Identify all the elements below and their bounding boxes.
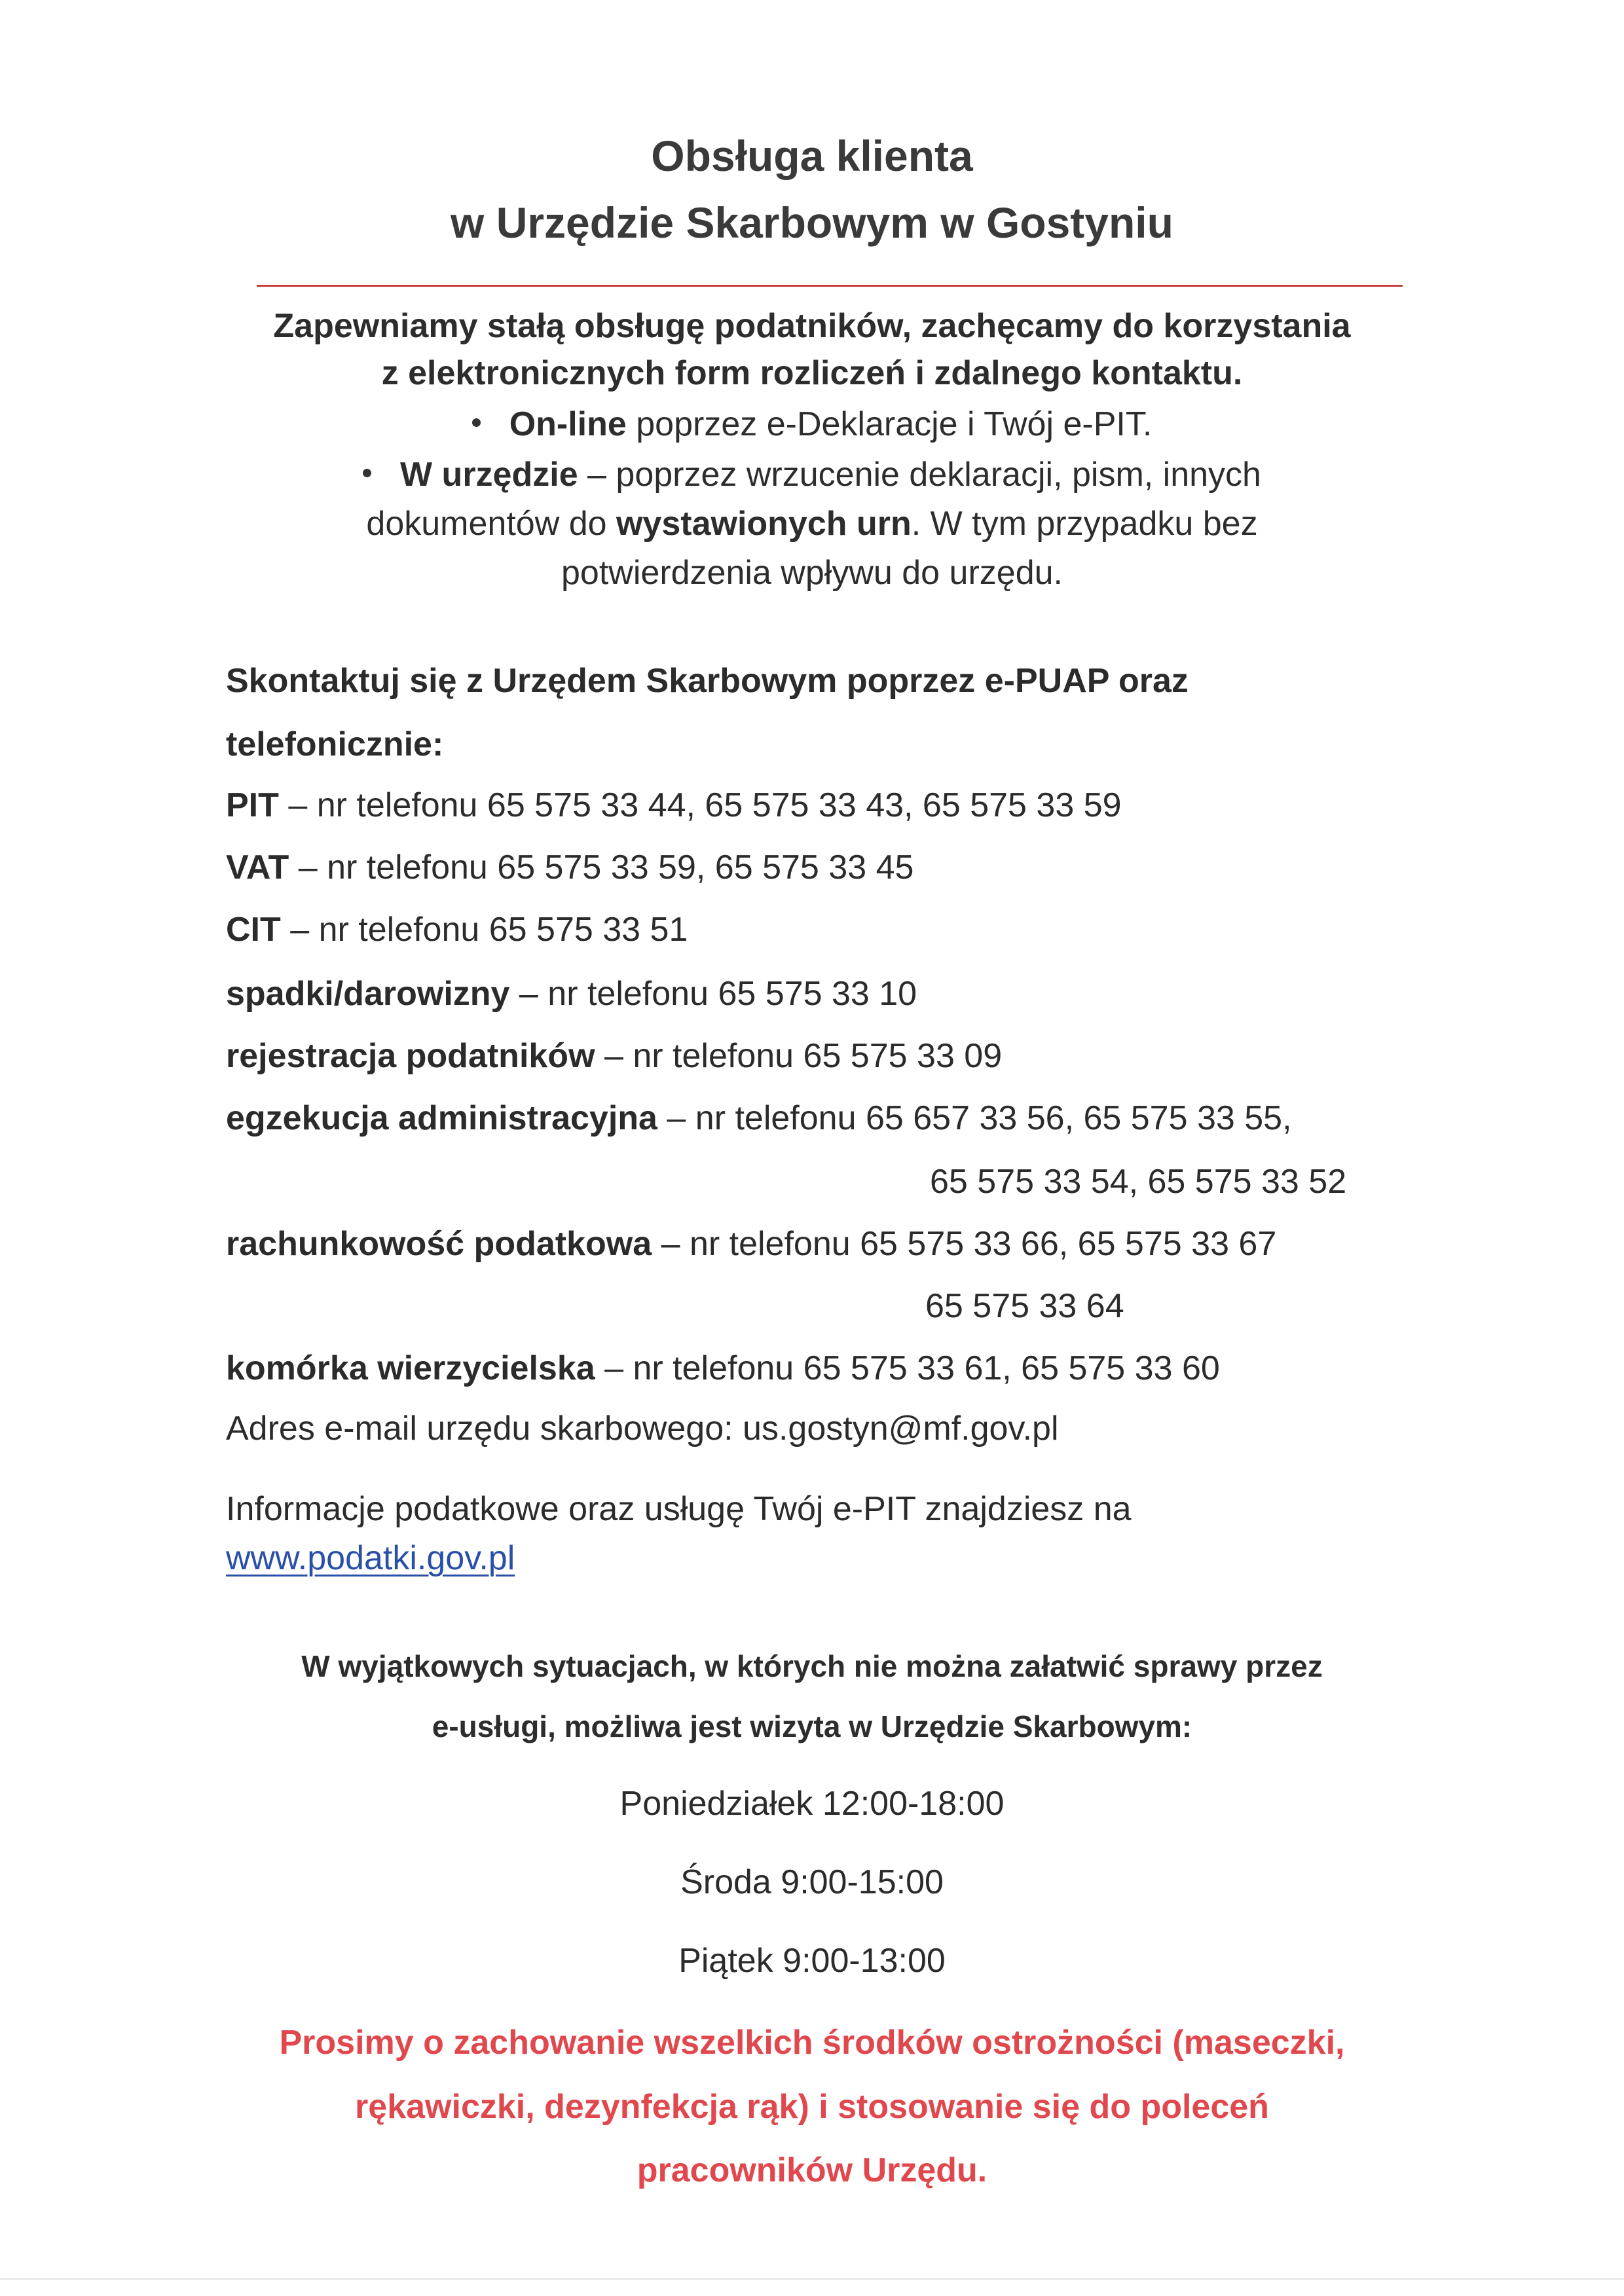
bullet-online: [0, 405, 1624, 444]
phone-row-numbers: – nr telefonu 65 575 33 44, 65 575 33 43, 65 575 33 59: [278, 786, 1122, 824]
scan-edge-line: [0, 2278, 1624, 2280]
visit-line2: e-usługi, możliwa jest wizyta w Urzędzie Skarbowym:: [432, 1709, 1192, 1743]
bullet-icon: [472, 418, 481, 427]
phone-row-rachunkowosc: [226, 1224, 1276, 1264]
bullet-icon: [363, 469, 371, 477]
bullet-office: [0, 455, 1624, 494]
bullet-office-line2-post: . W tym przypadku bez: [911, 505, 1258, 543]
title-divider: [257, 285, 1403, 287]
phone-row-label: egzekucja administracyjna: [226, 1099, 657, 1137]
phone-row-numbers: – nr telefonu 65 575 33 10: [509, 975, 917, 1013]
phone-row-label: komórka wierzycielska: [226, 1349, 595, 1387]
bullet-office-line2: [0, 504, 1624, 543]
bullet-office-urns: wystawionych urn: [616, 505, 912, 543]
phone-row-egzekucja-cont: 65 575 33 54, 65 575 33 52: [930, 1163, 1347, 1201]
phone-row-cit: [226, 910, 688, 949]
bullet-office-label: W urzędzie: [400, 456, 578, 494]
phone-row-numbers: – nr telefonu 65 575 33 51: [280, 911, 688, 949]
visit-line1: W wyjątkowych sytuacjach, w których nie można załatwić sprawy przez: [301, 1649, 1323, 1683]
bullet-online-label: On-line: [509, 405, 627, 443]
bullet-office-line3: potwierdzenia wpływu do urzędu.: [561, 554, 1063, 592]
phone-row-vat: [226, 848, 913, 887]
phone-row-label: rachunkowość podatkowa: [226, 1225, 652, 1263]
podatki-link[interactable]: www.podatki.gov.pl: [226, 1539, 515, 1577]
phone-row-egzekucja: [226, 1099, 1292, 1138]
phone-row-numbers: – nr telefonu 65 575 33 09: [595, 1037, 1003, 1075]
hours-monday: Poniedziałek 12:00-18:00: [619, 1785, 1005, 1823]
warning-line3: pracowników Urzędu.: [637, 2151, 987, 2189]
phone-row-numbers: – nr telefonu 65 657 33 56, 65 575 33 55,: [657, 1099, 1292, 1137]
bullet-online-text: poprzez e-Deklaracje i Twój e-PIT.: [626, 405, 1153, 443]
phone-row-rejestracja: [226, 1036, 1002, 1076]
bullet-office-text: – poprzez wrzucenie deklaracji, pism, innych: [578, 456, 1261, 494]
intro-line1: Zapewniamy stałą obsługę podatników, zachęcamy do korzystania: [273, 307, 1351, 345]
phone-row-label: PIT: [226, 786, 279, 824]
phone-row-label: spadki/darowizny: [226, 975, 510, 1013]
phone-row-numbers: – nr telefonu 65 575 33 61, 65 575 33 60: [595, 1349, 1220, 1387]
info-line: Informacje podatkowe oraz usługę Twój e-PIT znajdziesz na: [226, 1490, 1132, 1528]
bullet-office-line2-pre: dokumentów do: [366, 505, 616, 543]
hours-friday: Piątek 9:00-13:00: [678, 1942, 946, 1980]
intro-line2: z elektronicznych form rozliczeń i zdalnego kontaktu.: [381, 354, 1243, 392]
phone-row-label: CIT: [226, 911, 281, 949]
phone-row-wierzycielska: [226, 1349, 1220, 1388]
warning-line1: Prosimy o zachowanie wszelkich środków ostrożności (maseczki,: [279, 2024, 1345, 2062]
phone-row-numbers: – nr telefonu 65 575 33 59, 65 575 33 45: [289, 848, 914, 886]
contact-heading-line1: Skontaktuj się z Urzędem Skarbowym poprzez e-PUAP oraz: [226, 662, 1189, 700]
phone-row-spadki: [226, 974, 917, 1013]
hours-wednesday: Środa 9:00-15:00: [680, 1863, 944, 1901]
page-title-line1: Obsługa klienta: [651, 132, 973, 180]
phone-row-label: VAT: [226, 848, 289, 886]
phone-row-rachunkowosc-cont: 65 575 33 64: [925, 1287, 1124, 1325]
phone-row-numbers: – nr telefonu 65 575 33 66, 65 575 33 67: [652, 1225, 1277, 1263]
phone-row-label: rejestracja podatników: [226, 1037, 595, 1075]
contact-heading-line2: telefonicznie:: [226, 725, 444, 763]
page-title-line2: w Urzędzie Skarbowym w Gostyniu: [451, 198, 1173, 247]
phone-row-pit: [226, 786, 1122, 825]
email-line: Adres e-mail urzędu skarbowego: us.gostyn@mf.gov.pl: [226, 1410, 1059, 1448]
info-link-line: [226, 1539, 515, 1578]
warning-line2: rękawiczki, dezynfekcja rąk) i stosowanie się do poleceń: [355, 2088, 1269, 2126]
